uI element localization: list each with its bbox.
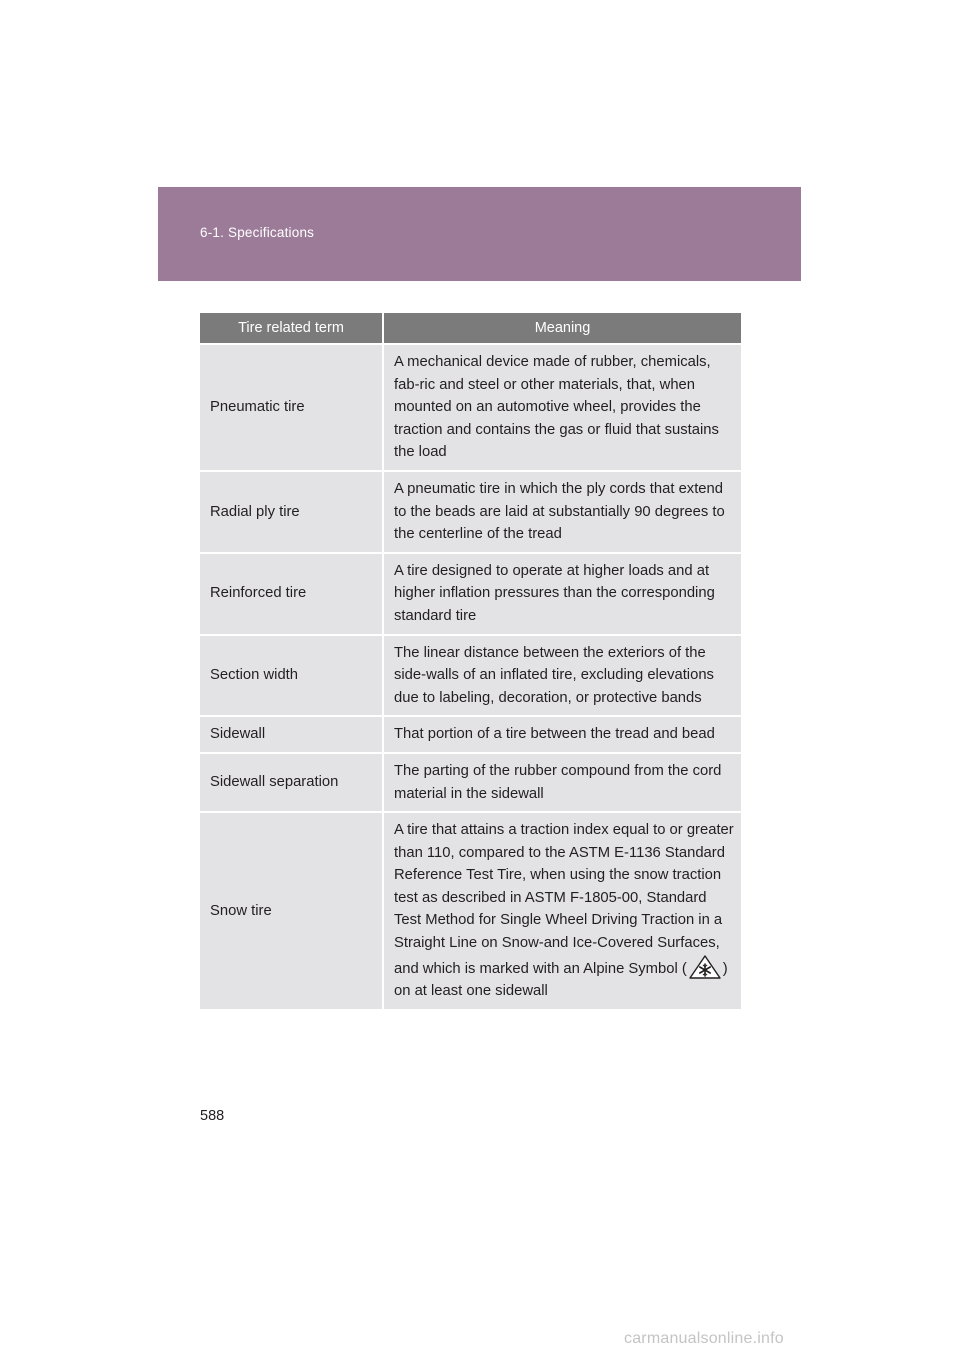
meaning-text-before: A tire that attains a traction index equal to or greater than 110, compared to the ASTM E-1136 Standard Reference Test Tire, when using the snow traction test as described in ASTM F-1805-00, Standard Test Method for Single Wheel Driving Traction in a Straight Line on Snow-and Ice-Covered Surfaces, and which is marked with an Alpine Symbol ( <box>394 822 734 977</box>
meaning-cell: That portion of a tire between the tread and bead <box>384 717 741 752</box>
table-row <box>200 472 741 552</box>
watermark: carmanualsonline.info <box>624 1330 784 1347</box>
table-row <box>200 554 741 634</box>
table-header-row <box>200 313 741 343</box>
section-header-band <box>158 187 801 281</box>
alpine-snowflake-mountain-icon <box>688 955 722 979</box>
table-row <box>200 717 741 752</box>
meaning-cell: The parting of the rubber compound from the cord material in the sidewall <box>384 754 741 811</box>
meaning-cell: A mechanical device made of rubber, chemicals, fab-ric and steel or other materials, that, when mounted on an automotive wheel, provides the traction and contains the gas or fluid that sustains the load <box>384 345 741 470</box>
table-row <box>200 754 741 811</box>
meaning-cell: A tire designed to operate at higher loads and at higher inflation pressures than the corresponding standard tire <box>384 554 741 634</box>
meaning-cell: A pneumatic tire in which the ply cords that extend to the beads are laid at substantially 90 degrees to the centerline of the tread <box>384 472 741 552</box>
term-cell: Sidewall <box>200 717 384 752</box>
table-row <box>200 345 741 470</box>
term-cell: Sidewall separation <box>200 754 384 811</box>
page-number: 588 <box>200 1108 225 1124</box>
meaning-cell <box>384 813 741 1009</box>
table-row <box>200 813 741 1009</box>
meaning-text-after: ) on at least one sidewall <box>394 960 728 1000</box>
term-cell: Section width <box>200 636 384 716</box>
term-cell: Reinforced tire <box>200 554 384 634</box>
column-header-term: Tire related term <box>200 313 384 343</box>
term-cell: Radial ply tire <box>200 472 384 552</box>
tire-terms-table <box>200 311 741 1011</box>
meaning-cell: The linear distance between the exteriors of the side-walls of an inflated tire, excluding elevations due to labeling, decoration, or protective bands <box>384 636 741 716</box>
table-row <box>200 636 741 716</box>
term-cell: Pneumatic tire <box>200 345 384 470</box>
section-title: 6-1. Specifications <box>200 225 315 240</box>
column-header-meaning: Meaning <box>384 313 741 343</box>
term-cell: Snow tire <box>200 813 384 1009</box>
